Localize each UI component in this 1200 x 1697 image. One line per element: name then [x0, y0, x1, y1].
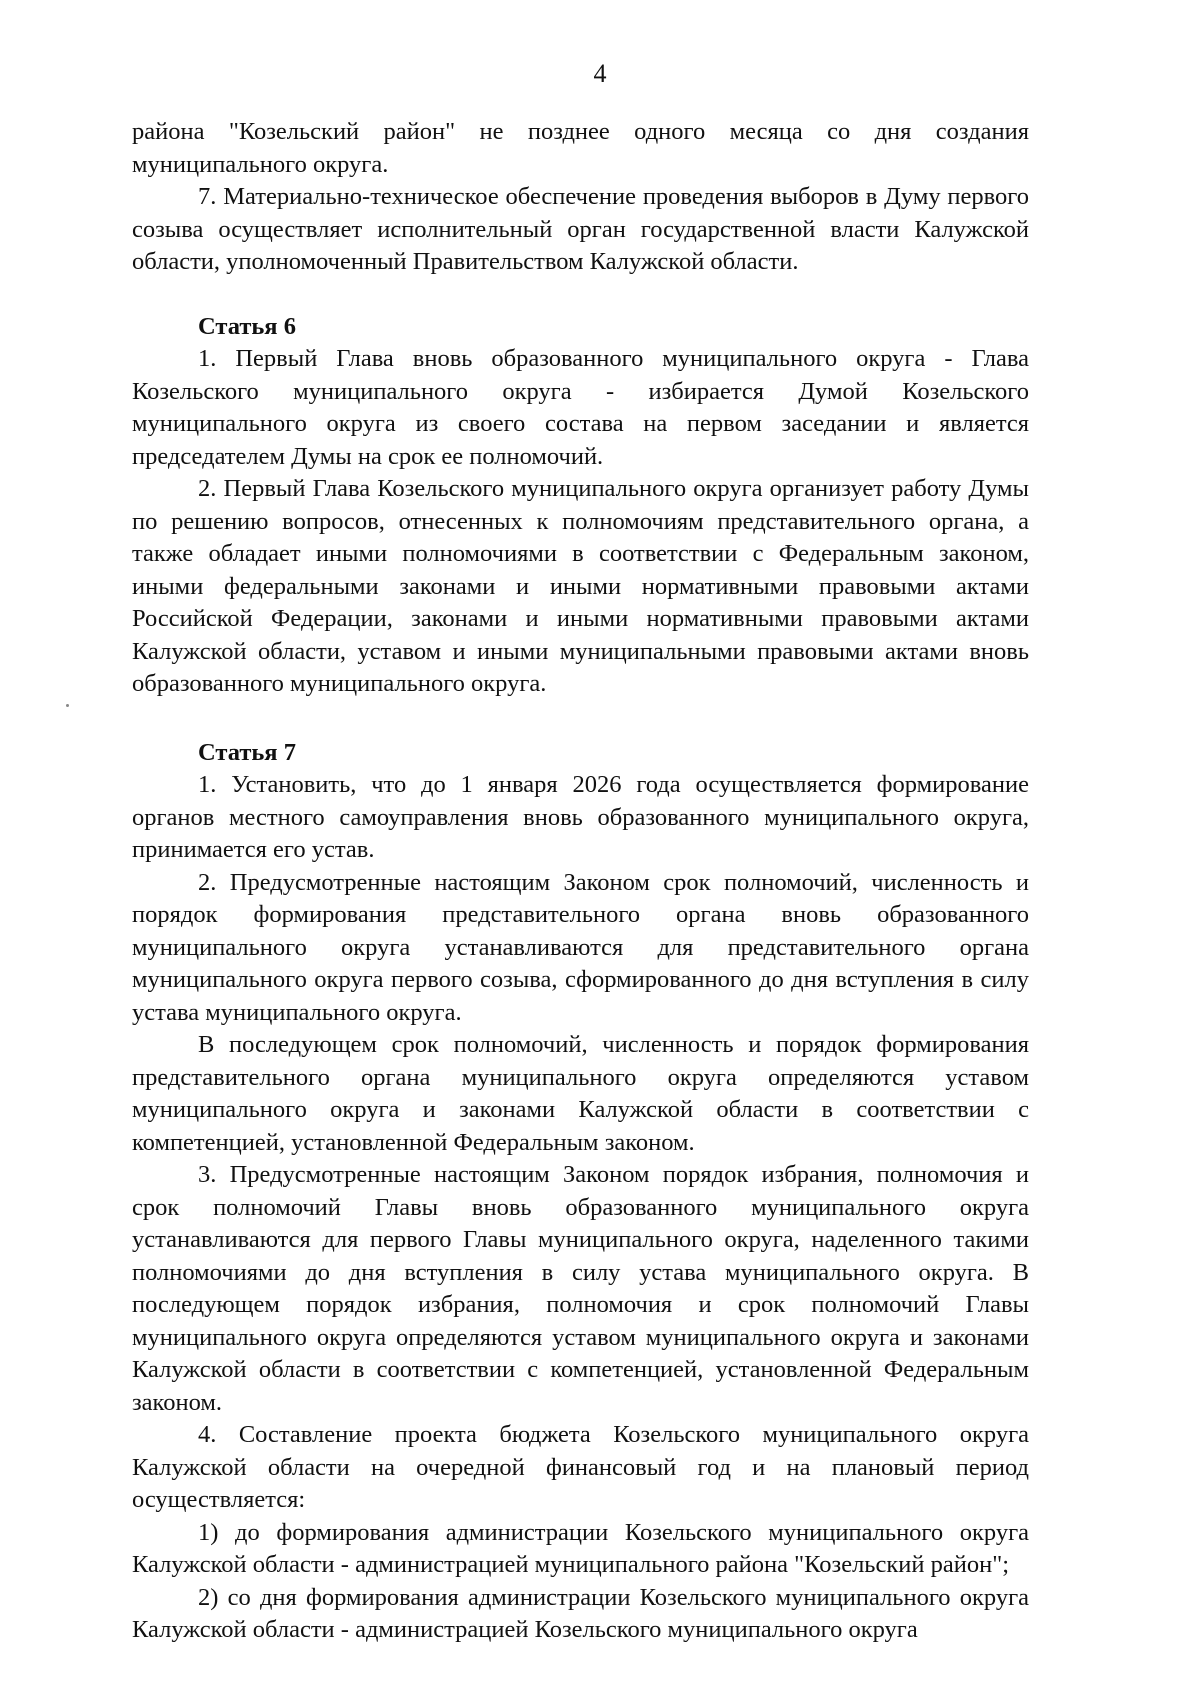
paragraph-continuation: района "Козельский район" не позднее одного месяца со дня создания муниципального округа. — [132, 118, 1029, 178]
article-7-subitem-2: 2) со дня формирования администрации Козельского муниципального округа Калужской области - администрацией Козельского муниципального округа — [132, 1583, 1029, 1643]
page-number: 4 — [593, 59, 607, 88]
article-6-paragraph-2: 2. Первый Глава Козельского муниципального округа организует работу Думы по решению вопросов, отнесенных к полномочиям представительного органа, а также обладает иными полномочиями в соответствии с Федеральным законом, иными федеральными законами и иными нормативными правовыми актами Российской Федерации, законами и иными нормативными правовыми актами Калужской области, уставом и иными муниципальными правовыми актами вновь образованного муниципального округа. — [132, 475, 1029, 697]
paragraph-item-7: 7. Материально-техническое обеспечение проведения выборов в Думу первого созыва осуществляет исполнительный орган государственной власти Калужской области, уполномоченный Правительством Калужской области. — [132, 183, 1029, 275]
article-7-paragraph-3: 3. Предусмотренные настоящим Законом порядок избрания, полномочия и срок полномочий Главы вновь образованного муниципального округа устанавливаются для первого Главы муниципального округа, наделенного такими полномочиями до дня вступления в силу устава муниципального округа. В последующем порядок избрания, полномочия и срок полномочий Главы муниципального округа определяются уставом муниципального округа и законами Калужской области в соответствии с компетенцией, установленной Федеральным законом. — [132, 1161, 1029, 1416]
article-7-subitem-1: 1) до формирования администрации Козельского муниципального округа Калужской области - администрацией муниципального района "Козельский район"; — [132, 1518, 1029, 1578]
article-6-heading: Статья 6 — [198, 312, 296, 340]
scan-speck — [66, 704, 69, 707]
article-7-paragraph-2-continued: В последующем срок полномочий, численность и порядок формирования представительного органа муниципального округа определяются уставом муниципального округа и законами Калужской области в соответствии с компетенцией, установленной Федеральным законом. — [132, 1031, 1029, 1156]
article-7-paragraph-2: 2. Предусмотренные настоящим Законом срок полномочий, численность и порядок формирования представительного органа вновь образованного муниципального округа устанавливаются для представительного органа муниципального округа первого созыва, сформированного до дня вступления в силу устава муниципального округа. — [132, 868, 1029, 1026]
article-7-paragraph-1: 1. Установить, что до 1 января 2026 года осуществляется формирование органов местного самоуправления вновь образованного муниципального округа, принимается его устав. — [132, 771, 1029, 863]
article-7-paragraph-4: 4. Составление проекта бюджета Козельского муниципального округа Калужской области на очередной финансовый год и на плановый период осуществляется: — [132, 1421, 1029, 1513]
document-body — [132, 116, 1029, 1647]
article-6-paragraph-1: 1. Первый Глава вновь образованного муниципального округа - Глава Козельского муниципального округа - избирается Думой Козельского муниципального округа из своего состава на первом заседании и является председателем Думы на срок ее полномочий. — [132, 345, 1029, 470]
article-7-heading: Статья 7 — [198, 738, 296, 766]
